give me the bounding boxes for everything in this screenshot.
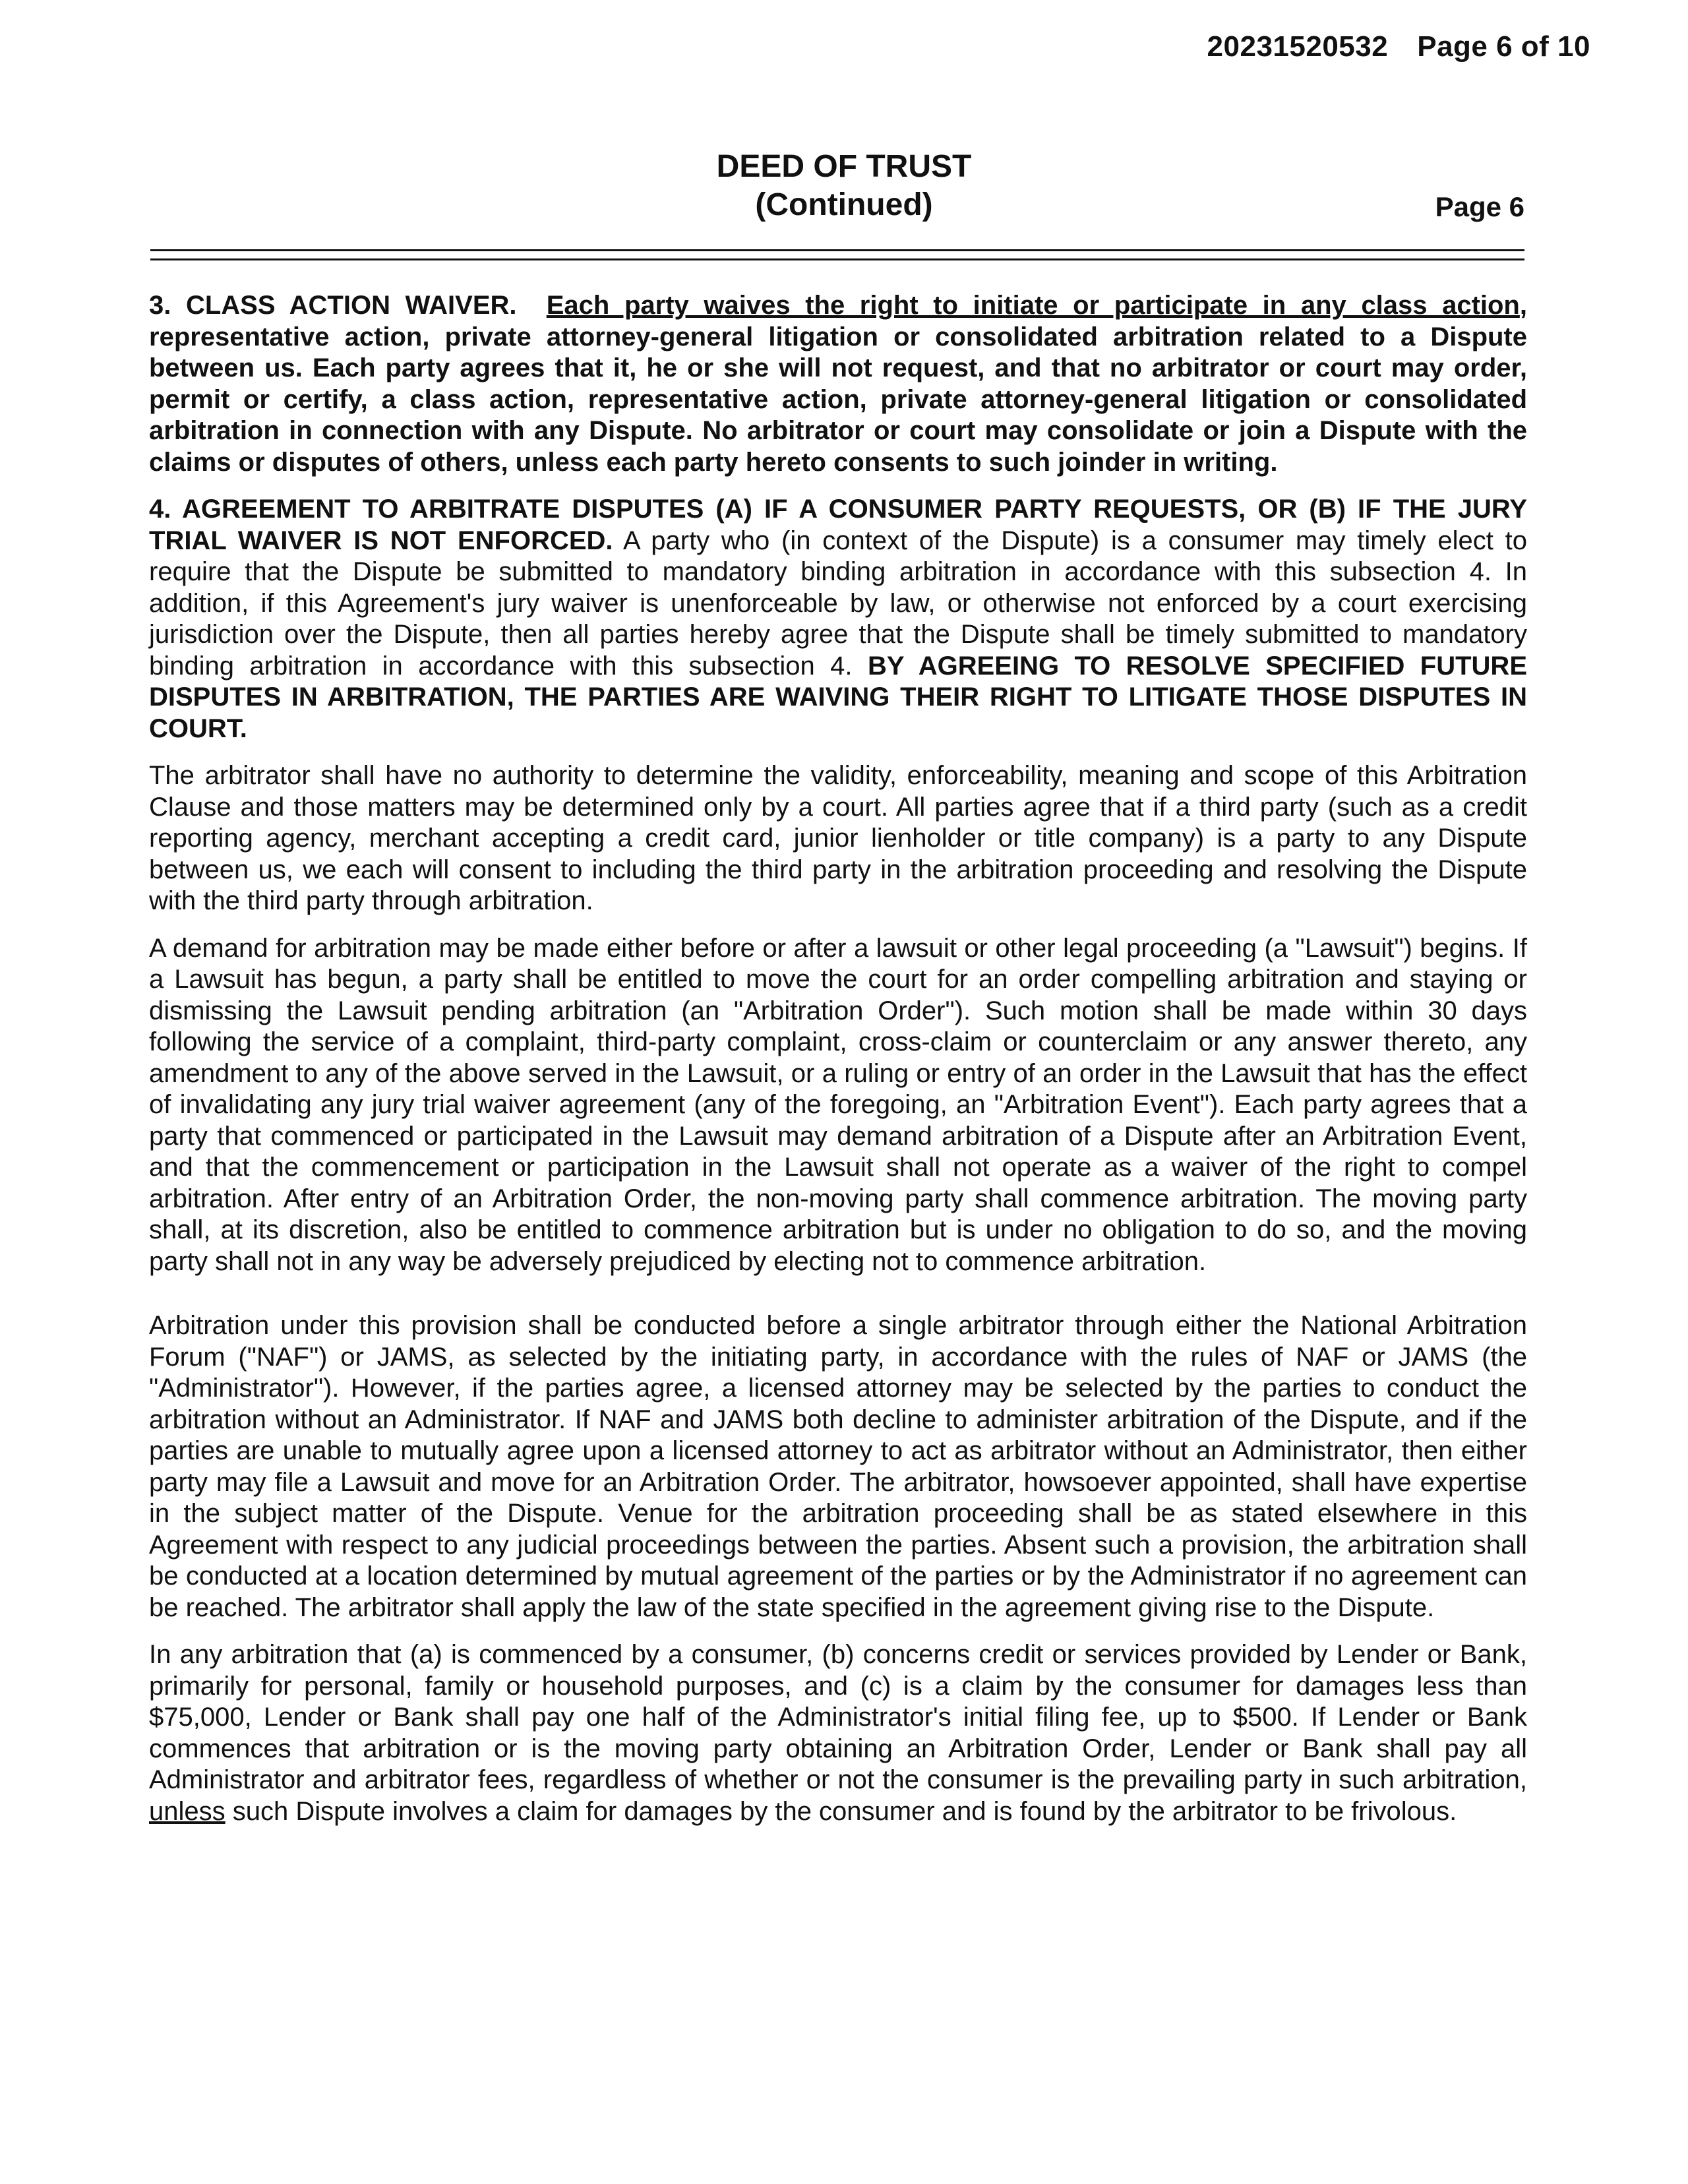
section-3-underlined-text: Each party waives the right to initiate or participate in any class action bbox=[546, 291, 1520, 320]
paragraph-arbitrator-authority: The arbitrator shall have no authority to determine the validity, enforceability, meaning and scope of this Arbitration Clause and those matters may be determined only by a court. All parties agree that if a third party (such as a credit reporting agency, merchant accepting a credit card, junior lienholder or title company) is a party to any Dispute between us, we each will consent to including the third party in the arbitration proceeding and resolving the Dispute with the third party through arbitration. bbox=[149, 761, 1527, 915]
section-4-heading: 4. AGREEMENT TO ARBITRATE DISPUTES (A) IF A CONSUMER PARTY REQUESTS, OR (B) IF THE JURY TRIAL WAIVER IS NOT ENFORCED. bbox=[149, 495, 1527, 555]
fees-underlined-word: unless bbox=[149, 1796, 226, 1826]
recording-info bbox=[1207, 30, 1590, 63]
document-body bbox=[149, 290, 1527, 1843]
document-title: DEED OF TRUST bbox=[716, 149, 972, 184]
section-3-text: , representative action, private attorney-general litigation or consolidated arbitration related to a Dispute between us. Each party agrees that it, he or she will not request, and that no arbitrator or court may order, permit or certify, a class action, representative action, private attorney-general litigation or consolidated arbitration in connection with any Dispute. No arbitrator or court may consolidate or join a Dispute with the claims or disputes of others, unless each party hereto consents to such joinder in writing. bbox=[149, 291, 1527, 477]
section-class-action-waiver bbox=[149, 290, 1527, 478]
paragraph-demand-for-arbitration: A demand for arbitration may be made either before or after a lawsuit or other legal proceeding (a "Lawsuit") begins. If a Lawsuit has begun, a party shall be entitled to move the court for an order compelling arbitration and staying or dismissing the Lawsuit pending arbitration (an "Arbitration Order"). Such motion shall be made within 30 days following the service of a complaint, third-party complaint, cross-claim or counterclaim or any answer thereto, any amendment to any of the above served in the Lawsuit, or a ruling or entry of an order in the Lawsuit that has the effect of invalidating any jury trial waiver agreement (any of the foregoing, an "Arbitration Event"). Each party agrees that a party that commenced or participated in the Lawsuit may demand arbitration of a Dispute after an Arbitration Event, and that the commencement or participation in the Lawsuit shall not operate as a waiver of the right to compel arbitration. After entry of an Arbitration Order, the non-moving party shall commence arbitration. The moving party shall, at its discretion, also be entitled to commence arbitration but is under no obligation to do so, and the moving party shall not in any way be adversely prejudiced by electing not to commence arbitration. bbox=[149, 933, 1527, 1276]
paragraph-arbitration-provision: Arbitration under this provision shall be conducted before a single arbitrator through either the National Arbitration Forum ("NAF") or JAMS, as selected by the initiating party, in accordance with the rules of NAF or JAMS (the "Administrator"). However, if the parties agree, a licensed attorney may be selected by the parties to conduct the arbitration without an Administrator. If NAF and JAMS both decline to administer arbitration of the Dispute, and if the parties are unable to mutually agree upon a licensed attorney to act as arbitrator without an Administrator, then either party may file a Lawsuit and move for an Arbitration Order. The arbitrator, howsoever appointed, shall have expertise in the subject matter of the Dispute. Venue for the arbitration proceeding shall be as stated elsewhere in this Agreement with respect to any judicial proceedings between the parties. Absent such a provision, the arbitration shall be conducted at a location determined by mutual agreement of the parties or by the Administrator if no agreement can be reached. The arbitrator shall apply the law of the state specified in the agreement giving rise to the Dispute. bbox=[149, 1311, 1527, 1622]
fees-text-after: such Dispute involves a claim for damages by the consumer and is found by the arbitrator to be frivolous. bbox=[225, 1796, 1457, 1826]
section-agreement-to-arbitrate bbox=[149, 494, 1527, 744]
page-label: Page 6 bbox=[1435, 191, 1524, 222]
fees-text-before: In any arbitration that (a) is commenced by a consumer, (b) concerns credit or services provided by Lender or Bank, primarily for personal, family or household purposes, and (c) is a claim by the consumer for damages less than $75,000, Lender or Bank shall pay one half of the Administrator's initial filing fee, up to $500. If Lender or Bank commences that arbitration or is the moving party obtaining an Arbitration Order, Lender or Bank shall pay all Administrator and arbitrator fees, regardless of whether or not the consumer is the prevailing party in such arbitration, bbox=[149, 1640, 1527, 1794]
section-3-heading: 3. CLASS ACTION WAIVER. bbox=[149, 291, 517, 320]
page-count: Page 6 of 10 bbox=[1417, 30, 1590, 63]
section-4-text: A party who (in context of the Dispute) is a consumer may timely elect to require that the Dispute be submitted to mandatory binding arbitration in accordance with this subsection 4. In addition, if this Agreement's jury waiver is unenforceable by law, or otherwise not enforced by a court exercising jurisdiction over the Dispute, then all parties hereby agree that the Dispute shall be timely submitted to mandatory binding arbitration in accordance with this subsection 4. bbox=[149, 526, 1527, 681]
header-rule-top bbox=[150, 249, 1524, 251]
section-4-bold-tail: BY AGREEING TO RESOLVE SPECIFIED FUTURE DISPUTES IN ARBITRATION, THE PARTIES ARE WAIVING THEIR RIGHT TO LITIGATE THOSE DISPUTES IN COURT. bbox=[149, 651, 1527, 743]
paragraph-arbitration-fees bbox=[149, 1639, 1527, 1827]
document-subtitle: (Continued) bbox=[755, 187, 933, 222]
header-rule-bottom bbox=[150, 258, 1524, 260]
recording-number: 20231520532 bbox=[1207, 30, 1389, 63]
